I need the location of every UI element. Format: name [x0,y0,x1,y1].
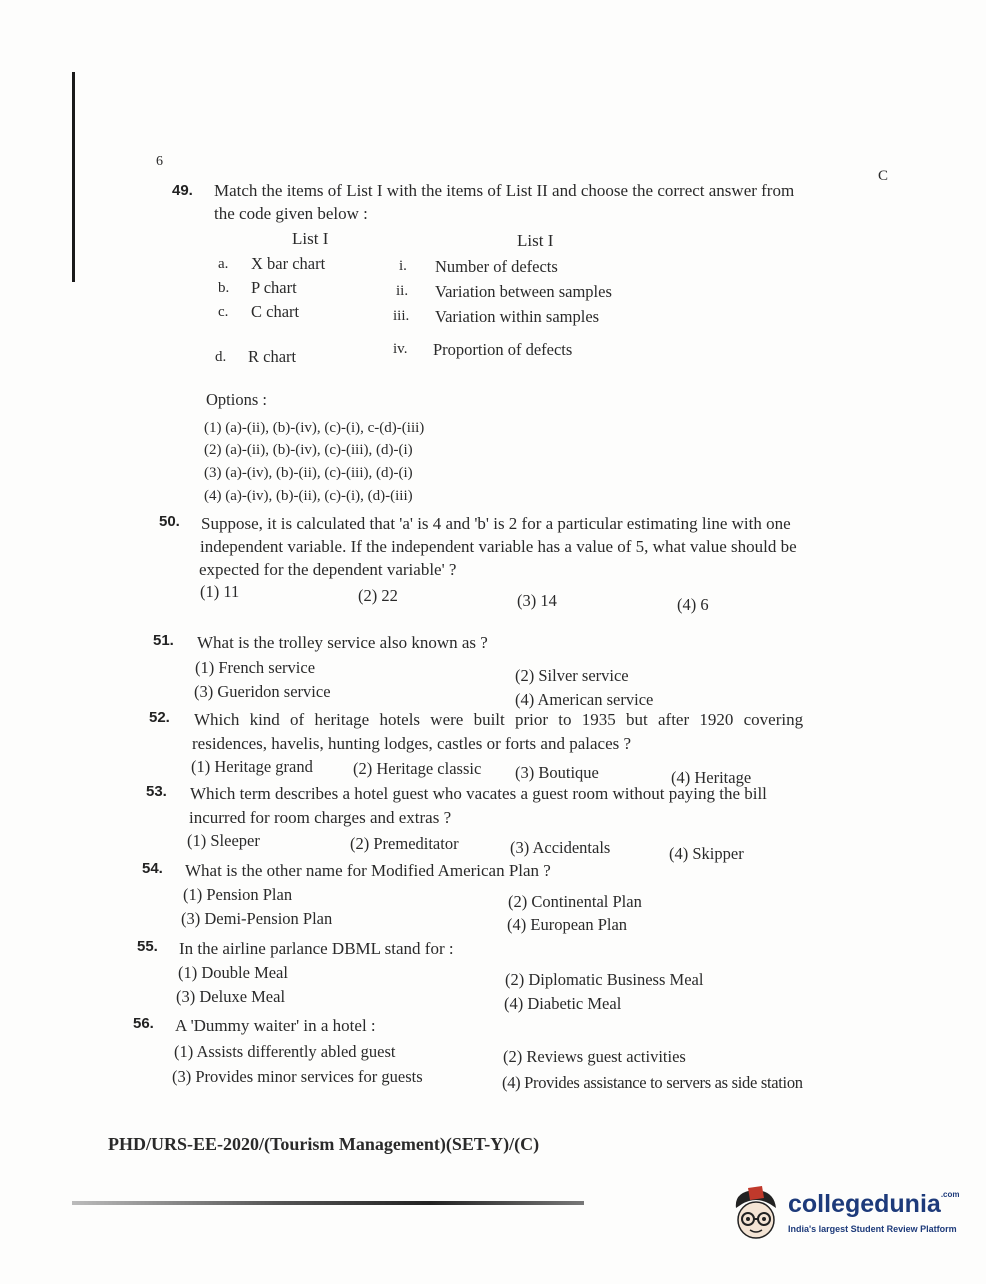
option: (4) 6 [677,595,709,614]
question-text: Suppose, it is calculated that 'a' is 4 and 'b' is 2 for a particular estimating line with one [201,514,791,533]
option: (4) Provides assistance to servers as side station [502,1073,803,1092]
question-number: 55. [137,938,158,955]
option: (1) Double Meal [178,963,288,982]
question-number: 52. [149,709,170,726]
option: (1) Pension Plan [183,885,293,904]
question-text: incurred for room charges and extras ? [189,808,452,827]
option: (1) (a)-(ii), (b)-(iv), (c)-(i), c-(d)-(iii) [204,420,425,436]
question-number: 54. [142,860,163,877]
list-item-label: c. [218,304,229,320]
option: (4) European Plan [507,915,628,934]
option: (3) 14 [517,591,557,610]
list-item: X bar chart [251,254,326,273]
option: (1) Sleeper [187,831,260,850]
list-item-label: iii. [393,308,410,324]
question-number: 56. [133,1015,154,1032]
list-item-label: d. [215,349,227,365]
question-number: 51. [153,632,174,649]
paper-code-footer: PHD/URS-EE-2020/(Tourism Management)(SET-Y)/(C) [108,1134,540,1154]
list-item: Variation between samples [435,282,612,301]
collegedunia-logo [728,1186,958,1248]
list-item: Number of defects [435,257,558,276]
option: (3) Gueridon service [194,682,331,701]
option: (4) American service [515,690,654,709]
options-label: Options : [206,390,267,409]
option: (2) Continental Plan [508,892,642,911]
list-item-label: iv. [393,341,408,357]
list-item-label: b. [218,280,230,296]
mascot-icon [728,1186,784,1246]
bottom-rule [72,1201,584,1205]
question-text: the code given below : [214,204,368,223]
logo-name: collegedunia [788,1190,941,1218]
list-header: List I [292,229,329,248]
option: (3) Boutique [515,763,599,782]
option: (2) 22 [358,586,398,605]
option: (2) Reviews guest activities [503,1047,686,1066]
option: (4) Heritage [671,768,752,787]
logo-suffix: .com [940,1190,960,1199]
list-item: C chart [251,302,300,321]
list-item: R chart [248,347,297,366]
list-item-label: a. [218,256,229,272]
option: (3) Deluxe Meal [176,987,286,1006]
question-number: 49. [172,182,193,199]
list-header: List I [517,231,554,250]
option: (2) Diplomatic Business Meal [505,970,704,989]
list-item: Proportion of defects [433,340,573,359]
option: (1) French service [195,658,316,677]
question-text: Which kind of heritage hotels were built prior to 1935 but after 1920 covering [194,710,804,729]
option: (2) (a)-(ii), (b)-(iv), (c)-(iii), (d)-(i) [204,442,413,458]
option: (2) Silver service [515,666,629,685]
logo-wordmark [788,1190,959,1219]
option: (4) Skipper [669,844,744,863]
list-item: Variation within samples [435,307,600,326]
scan-edge-line [72,72,75,282]
option: (2) Heritage classic [353,759,482,778]
set-mark: C [878,168,889,184]
option: (3) Accidentals [510,838,611,857]
question-text: Match the items of List I with the items of List II and choose the correct answer from [214,181,795,200]
option: (1) Assists differently abled guest [174,1042,396,1061]
question-text: Which term describes a hotel guest who vacates a guest room without paying the bill [190,784,767,803]
question-text: In the airline parlance DBML stand for : [179,939,454,958]
option: (4) Diabetic Meal [504,994,622,1013]
option: (3) (a)-(iv), (b)-(ii), (c)-(iii), (d)-(i) [204,465,413,481]
question-text: residences, havelis, hunting lodges, castles or forts and palaces ? [192,734,632,753]
question-text: What is the trolley service also known as ? [197,633,488,652]
question-text: A 'Dummy waiter' in a hotel : [175,1016,376,1035]
question-text: What is the other name for Modified American Plan ? [185,861,551,880]
question-number: 50. [159,513,180,530]
question-number: 53. [146,783,167,800]
question-text: expected for the dependent variable' ? [199,560,457,579]
option: (3) Demi-Pension Plan [181,909,333,928]
question-text: independent variable. If the independent variable has a value of 5, what value should be [200,537,797,556]
option: (1) Heritage grand [191,757,313,776]
option: (4) (a)-(iv), (b)-(ii), (c)-(i), (d)-(iii) [204,488,413,504]
option: (1) 11 [200,582,240,601]
list-item-label: i. [399,258,407,274]
logo-tagline: India's largest Student Review Platform [788,1224,957,1234]
option: (3) Provides minor services for guests [172,1067,423,1086]
page-number: 6 [156,154,163,169]
option: (2) Premeditator [350,834,459,853]
list-item: P chart [251,278,297,297]
list-item-label: ii. [396,283,409,299]
